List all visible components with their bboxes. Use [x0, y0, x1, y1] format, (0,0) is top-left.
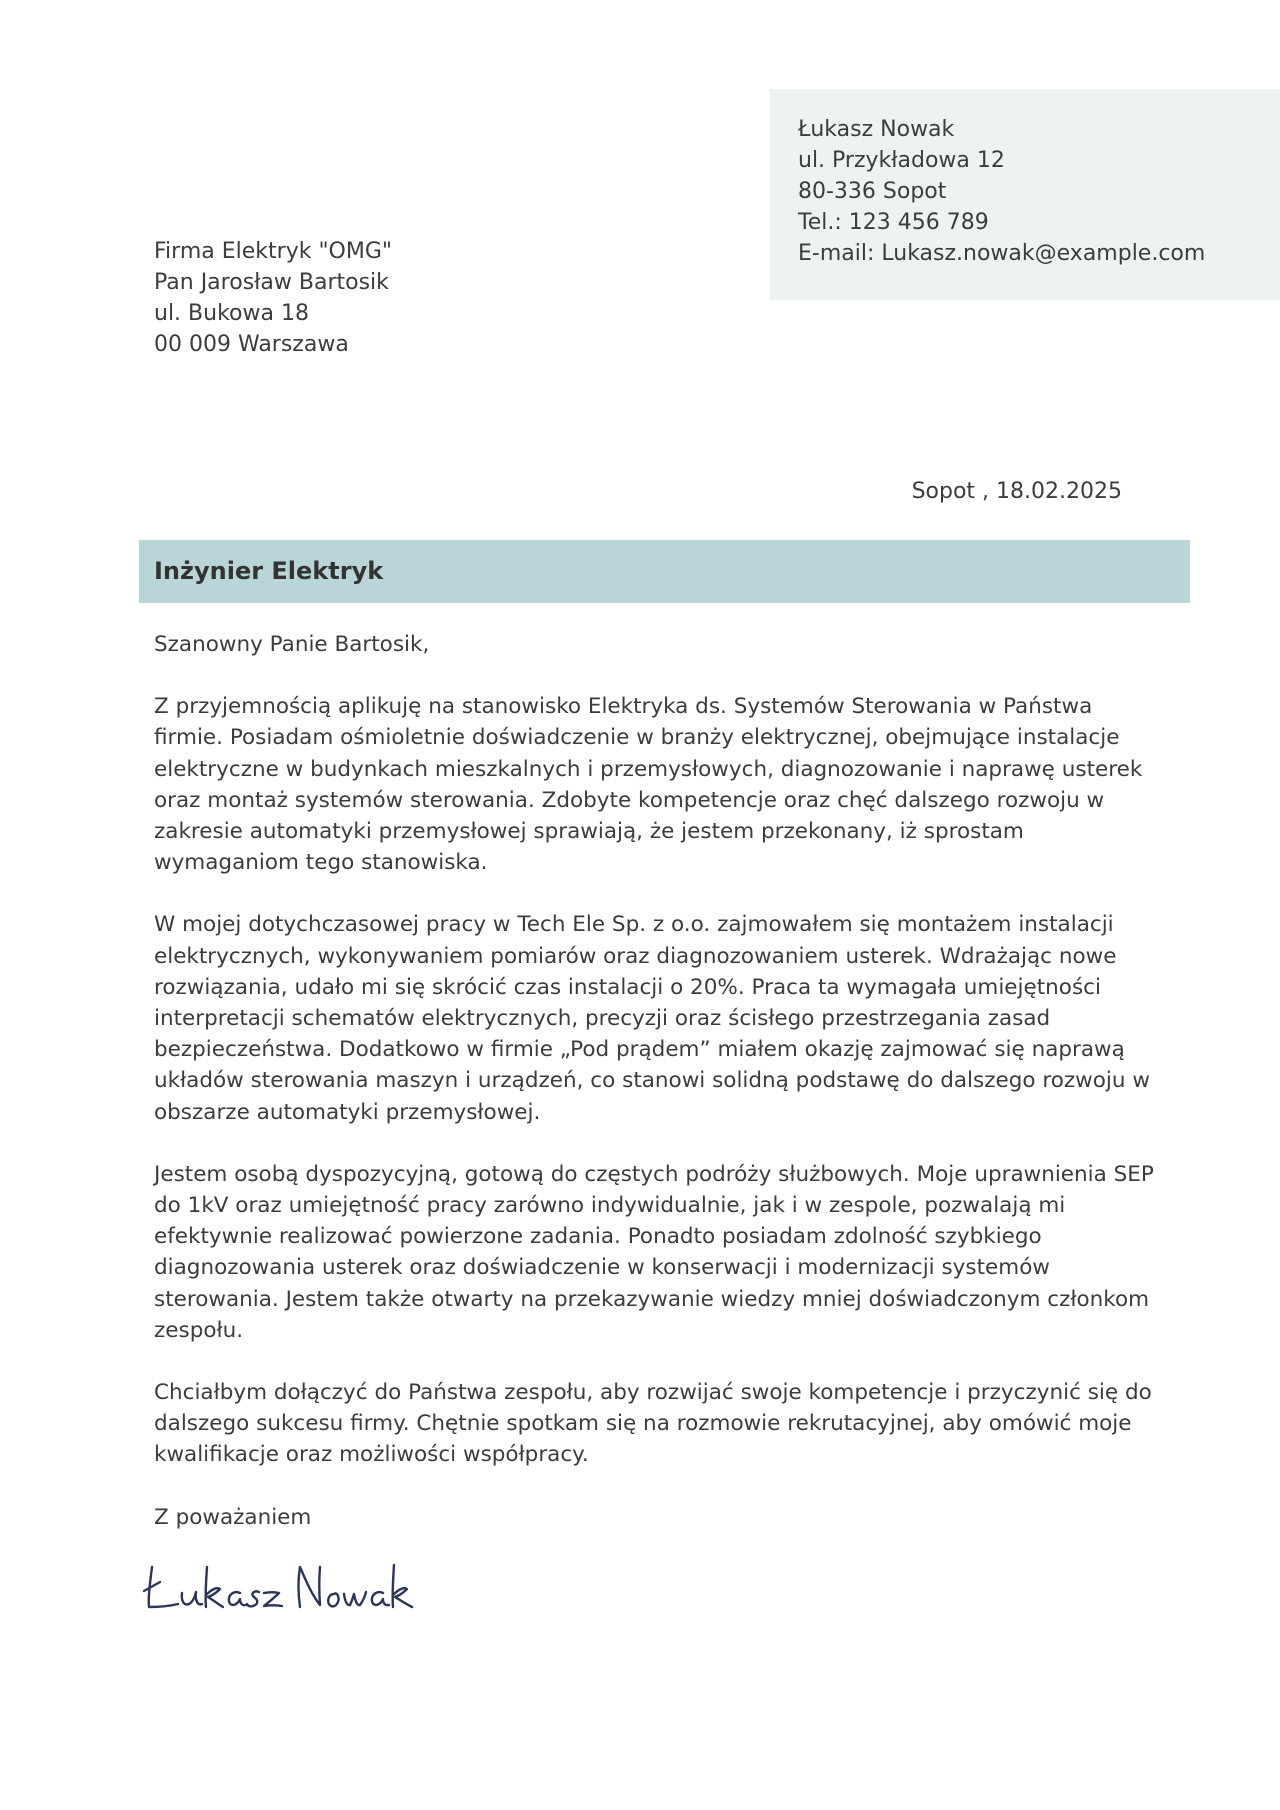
- handwritten-signature: [140, 1549, 420, 1629]
- paragraph-3: Jestem osobą dyspozycyjną, gotową do częstych podróży służbowych. Moje uprawnienia SEP do 1kV oraz umiejętność pracy zarówno indywidualnie, jak i w zespole, pozwalają mi efektywnie realizować powierzone zadania. Ponadto posiadam zdolność szybkiego diagnozowania usterek oraz doświadczenie w konserwacji i modernizacji systemów sterowania. Jestem także otwarty na przekazywanie wiedzy mniej doświadczonym członkom zespołu.: [154, 1161, 1154, 1343]
- sender-email: E-mail: Lukasz.nowak@example.com: [798, 241, 1206, 266]
- sender-city: 80-336 Sopot: [798, 179, 947, 204]
- letter-title: Inżynier Elektryk: [154, 557, 384, 585]
- paragraph-2: W mojej dotychczasowej pracy w Tech Ele Sp. z o.o. zajmowałem się montażem instalacji elektrycznych, wykonywaniem pomiarów oraz diagnozowaniem usterek. Wdrażając nowe rozwiązania, udało mi się skrócić czas instalacji o 20%. Praca ta wymagała umiejętności interpretacji schematów elektrycznych, precyzji oraz ścisłego przestrzegania zasad bezpieczeństwa. Dodatkowo w firmie „Pod prądem” miałem okazję zajmować się naprawą układów sterowania maszyn i urządzeń, co stanowi solidną podstawę do dalszego rozwoju w obszarze automatyki przemysłowej.: [154, 912, 1150, 1125]
- closing: Z poważaniem: [154, 1504, 312, 1530]
- recipient-name: Pan Jarosław Bartosik: [154, 270, 389, 295]
- recipient-street: ul. Bukowa 18: [154, 301, 309, 326]
- recipient-company: Firma Elektryk "OMG": [154, 239, 393, 264]
- sender-address: [798, 114, 1205, 269]
- title-band: [139, 540, 1190, 603]
- paragraph-1: Z przyjemnością aplikuję na stanowisko Elektryka ds. Systemów Sterowania w Państwa firmie. Posiadam ośmioletnie doświadczenie w branży elektrycznej, obejmujące instalacje elektryczne w budynkach mieszkalnych i przemysłowych, diagnozowanie i naprawę usterek oraz montaż systemów sterowania. Zdobyte kompetencje oraz chęć dalszego rozwoju w zakresie automatyki przemysłowej sprawiają, że jestem przekonany, iż sprostam wymaganiom tego stanowiska.: [154, 694, 1143, 876]
- sender-name: Łukasz Nowak: [798, 117, 955, 142]
- recipient-city: 00 009 Warszawa: [154, 332, 349, 357]
- recipient-address: [154, 236, 392, 360]
- letter-body: [154, 629, 1154, 1564]
- paragraph-4: Chciałbym dołączyć do Państwa zespołu, aby rozwijać swoje kompetencje i przyczynić się do dalszego sukcesu firmy. Chętnie spotkam się na rozmowie rekrutacyjnej, aby omówić moje kwalifikacje oraz możliwości współpracy.: [154, 1380, 1152, 1468]
- sender-street: ul. Przykładowa 12: [798, 148, 1005, 173]
- place-and-date: Sopot , 18.02.2025: [911, 479, 1122, 504]
- sender-phone: Tel.: 123 456 789: [798, 210, 989, 235]
- salutation: Szanowny Panie Bartosik,: [154, 632, 430, 657]
